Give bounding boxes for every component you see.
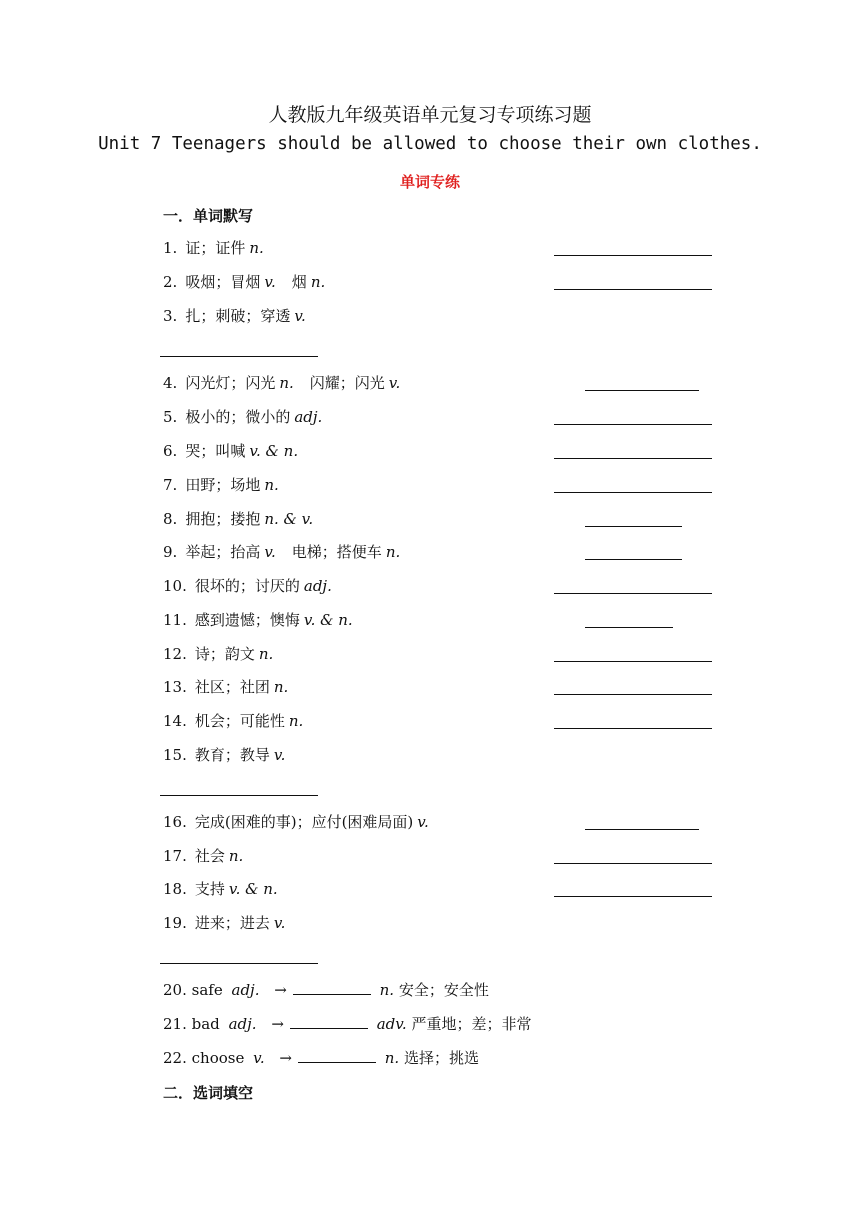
- answer-blank[interactable]: [554, 694, 712, 695]
- list-item: 17. 社会 n.: [163, 847, 244, 865]
- arrow-icon: →: [274, 981, 287, 999]
- answer-blank[interactable]: [554, 661, 712, 662]
- list-item: 6. 哭；叫喊 v. & n.: [163, 442, 299, 460]
- list-item: 15. 教育；教导 v.: [163, 746, 286, 764]
- answer-blank[interactable]: [585, 627, 673, 628]
- answer-blank[interactable]: [554, 424, 712, 425]
- answer-blank[interactable]: [554, 593, 712, 594]
- list-item: 14. 机会；可能性 n.: [163, 712, 304, 730]
- answer-blank[interactable]: [554, 492, 712, 493]
- answer-blank[interactable]: [554, 255, 712, 256]
- list-item: 12. 诗；韵文 n.: [163, 645, 274, 663]
- list-item: 19. 进来；进去 v.: [163, 914, 286, 932]
- list-item: 10. 很坏的；讨厌的 adj.: [163, 577, 332, 595]
- derivation-item: 21. bad adj. → adv. 严重地；差；非常: [163, 1015, 532, 1033]
- list-item: 18. 支持 v. & n.: [163, 880, 278, 898]
- section-heading-one: 一．单词默写: [163, 207, 254, 225]
- list-item: 9. 举起；抬高 v. 电梯；搭便车 n.: [163, 543, 401, 561]
- answer-blank[interactable]: [585, 526, 682, 527]
- answer-blank[interactable]: [585, 390, 699, 391]
- list-item: 1. 证；证件 n.: [163, 239, 264, 257]
- list-item: 16. 完成(困难的事)；应付(困难局面) v.: [163, 813, 429, 831]
- section-heading-two: 二．选词填空: [163, 1084, 254, 1102]
- answer-blank[interactable]: [554, 728, 712, 729]
- worksheet-title: 人教版九年级英语单元复习专项练习题: [268, 104, 592, 126]
- answer-blank[interactable]: [160, 795, 318, 796]
- answer-blank[interactable]: [298, 1048, 376, 1063]
- answer-blank[interactable]: [290, 1014, 368, 1029]
- unit-title: Unit 7 Teenagers should be allowed to choose their own clothes.: [98, 134, 762, 154]
- answer-blank[interactable]: [554, 289, 712, 290]
- arrow-icon: →: [271, 1015, 284, 1033]
- answer-blank[interactable]: [293, 980, 371, 995]
- list-item: 7. 田野；场地 n.: [163, 476, 279, 494]
- derivation-item: 22. choose v. → n. 选择；挑选: [163, 1049, 479, 1067]
- answer-blank[interactable]: [160, 963, 318, 964]
- section-subtitle: 单词专练: [399, 173, 460, 191]
- list-item: 13. 社区；社团 n.: [163, 678, 289, 696]
- list-item: 2. 吸烟；冒烟 v. 烟 n.: [163, 273, 326, 291]
- answer-blank[interactable]: [554, 896, 712, 897]
- answer-blank[interactable]: [585, 829, 699, 830]
- list-item: 3. 扎；刺破；穿透 v.: [163, 307, 306, 325]
- answer-blank[interactable]: [160, 356, 318, 357]
- derivation-item: 20. safe adj. → n. 安全；安全性: [163, 981, 489, 999]
- list-item: 5. 极小的；微小的 adj.: [163, 408, 323, 426]
- answer-blank[interactable]: [554, 863, 712, 864]
- answer-blank[interactable]: [554, 458, 712, 459]
- answer-blank[interactable]: [585, 559, 682, 560]
- list-item: 4. 闪光灯；闪光 n. 闪耀；闪光 v.: [163, 374, 401, 392]
- list-item: 8. 拥抱；搂抱 n. & v.: [163, 510, 314, 528]
- arrow-icon: →: [279, 1049, 292, 1067]
- list-item: 11. 感到遗憾；懊悔 v. & n.: [163, 611, 353, 629]
